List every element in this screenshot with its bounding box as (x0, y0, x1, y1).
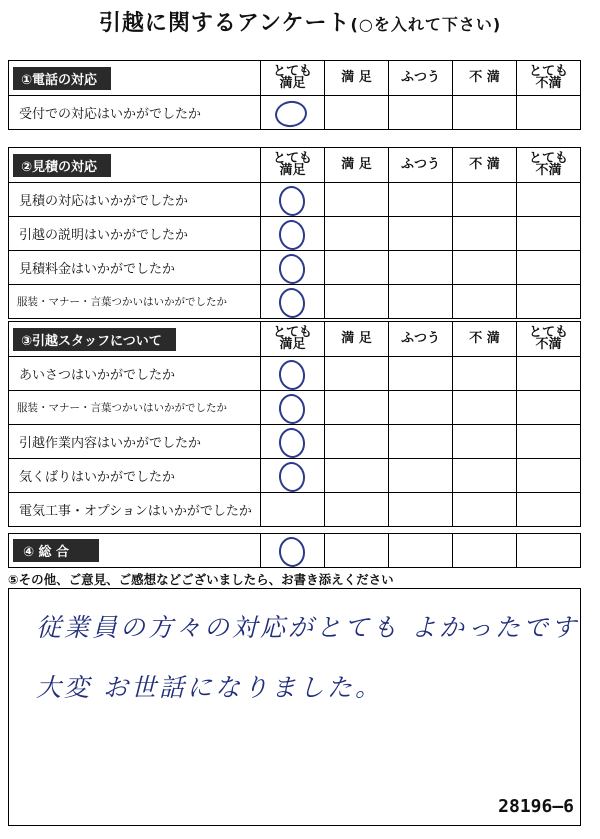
question-label: 引越の説明はいかがでしたか (9, 217, 261, 251)
answer-cell[interactable] (453, 459, 517, 493)
answer-cell[interactable] (517, 183, 581, 217)
question-label: 見積の対応はいかがでしたか (9, 183, 261, 217)
answer-cell[interactable] (325, 459, 389, 493)
question-row (9, 493, 581, 527)
answer-cell[interactable] (453, 183, 517, 217)
answer-cell[interactable] (389, 534, 453, 568)
question-label: 服装・マナー・言葉つかいはいかがでしたか (9, 285, 261, 319)
answer-cell[interactable] (389, 96, 453, 130)
option-satisfied: 満 足 (325, 61, 389, 96)
section-label: ④ 総 合 (13, 539, 99, 562)
title-text: 引越に関するアンケート (98, 11, 351, 36)
question-row (9, 425, 581, 459)
question-label: 服装・マナー・言葉つかいはいかがでしたか (9, 391, 261, 425)
answer-cell[interactable] (517, 96, 581, 130)
answer-cell[interactable] (517, 251, 581, 285)
option-very-dissatisfied: とても 不満 (517, 322, 581, 357)
answer-cell[interactable] (261, 357, 325, 391)
question-row (9, 285, 581, 319)
answer-cell[interactable] (517, 217, 581, 251)
answer-cell[interactable] (325, 425, 389, 459)
option-very-dissatisfied: とても 不満 (517, 61, 581, 96)
title-note: (○を入れて下さい) (350, 15, 502, 34)
option-very-satisfied: とても 満足 (261, 148, 325, 183)
question-row (9, 96, 581, 130)
question-label: あいさつはいかがでしたか (9, 357, 261, 391)
answer-cell[interactable] (453, 425, 517, 459)
answer-cell[interactable] (261, 183, 325, 217)
answer-cell[interactable] (261, 459, 325, 493)
section-phone (8, 60, 581, 130)
answer-cell[interactable] (261, 96, 325, 130)
answer-cell[interactable] (325, 285, 389, 319)
answer-cell[interactable] (325, 534, 389, 568)
answer-cell[interactable] (517, 534, 581, 568)
answer-cell[interactable] (389, 493, 453, 527)
page-title (0, 6, 600, 37)
circle-mark (273, 98, 308, 128)
section-label: ②見積の対応 (13, 154, 111, 177)
answer-cell[interactable] (517, 493, 581, 527)
answer-cell[interactable] (453, 285, 517, 319)
option-very-satisfied: とても 満足 (261, 61, 325, 96)
answer-cell[interactable] (453, 493, 517, 527)
answer-cell[interactable] (389, 183, 453, 217)
form-code: 28196–6 (498, 796, 574, 817)
option-dissatisfied: 不 満 (453, 148, 517, 183)
answer-cell[interactable] (517, 425, 581, 459)
option-dissatisfied: 不 満 (453, 61, 517, 96)
answer-cell[interactable] (261, 493, 325, 527)
answer-cell[interactable] (325, 96, 389, 130)
circle-mark (277, 535, 307, 568)
answer-cell[interactable] (517, 357, 581, 391)
answer-cell[interactable] (261, 251, 325, 285)
circle-mark (277, 218, 307, 251)
circle-mark (277, 358, 307, 391)
question-row (9, 183, 581, 217)
answer-cell[interactable] (517, 285, 581, 319)
question-label: 電気工事・オプションはいかがでしたか (9, 493, 261, 527)
circle-mark (277, 286, 307, 319)
option-neutral: ふつう (389, 148, 453, 183)
question-row (9, 357, 581, 391)
question-label: 受付での対応はいかがでしたか (9, 96, 261, 130)
circle-mark (277, 460, 307, 493)
answer-cell[interactable] (389, 251, 453, 285)
handwritten-comment-line-2: 大変 お世話になりました。 (36, 673, 383, 702)
answer-cell[interactable] (453, 357, 517, 391)
answer-cell[interactable] (517, 391, 581, 425)
option-very-dissatisfied: とても 不満 (517, 148, 581, 183)
answer-cell[interactable] (453, 251, 517, 285)
answer-cell[interactable] (261, 217, 325, 251)
answer-cell[interactable] (325, 357, 389, 391)
answer-cell[interactable] (453, 391, 517, 425)
answer-cell[interactable] (453, 217, 517, 251)
question-row (9, 251, 581, 285)
section-estimate (8, 147, 581, 319)
answer-cell[interactable] (389, 391, 453, 425)
answer-cell[interactable] (389, 217, 453, 251)
comment-prompt: ⑤その他、ご意見、ご感想などございましたら、お書き添えください (8, 572, 394, 587)
answer-cell[interactable] (261, 425, 325, 459)
question-row (9, 534, 581, 568)
question-row (9, 217, 581, 251)
option-very-satisfied: とても 満足 (261, 322, 325, 357)
section-staff (8, 321, 581, 527)
question-label: 引越作業内容はいかがでしたか (9, 425, 261, 459)
option-dissatisfied: 不 満 (453, 322, 517, 357)
answer-cell[interactable] (453, 96, 517, 130)
question-label: 見積料金はいかがでしたか (9, 251, 261, 285)
answer-cell[interactable] (325, 183, 389, 217)
answer-cell[interactable] (325, 217, 389, 251)
answer-cell[interactable] (517, 459, 581, 493)
section-label: ①電話の対応 (13, 67, 111, 90)
option-satisfied: 満 足 (325, 322, 389, 357)
section-label: ③引越スタッフについて (13, 328, 176, 351)
question-row (9, 391, 581, 425)
answer-cell[interactable] (261, 534, 325, 568)
answer-cell[interactable] (325, 251, 389, 285)
question-row (9, 459, 581, 493)
answer-cell[interactable] (325, 493, 389, 527)
circle-mark (277, 184, 307, 217)
answer-cell[interactable] (389, 357, 453, 391)
handwritten-comment-line-1: 従業員の方々の対応がとても よかったです (36, 613, 579, 642)
answer-cell[interactable] (389, 285, 453, 319)
answer-cell[interactable] (453, 534, 517, 568)
answer-cell[interactable] (261, 285, 325, 319)
option-neutral: ふつう (389, 61, 453, 96)
option-neutral: ふつう (389, 322, 453, 357)
option-satisfied: 満 足 (325, 148, 389, 183)
circle-mark (277, 252, 307, 285)
answer-cell[interactable] (325, 391, 389, 425)
answer-cell[interactable] (389, 425, 453, 459)
circle-mark (277, 426, 307, 459)
section-overall (8, 533, 581, 568)
circle-mark (277, 392, 307, 425)
answer-cell[interactable] (389, 459, 453, 493)
question-label: 気くばりはいかがでしたか (9, 459, 261, 493)
answer-cell[interactable] (261, 391, 325, 425)
